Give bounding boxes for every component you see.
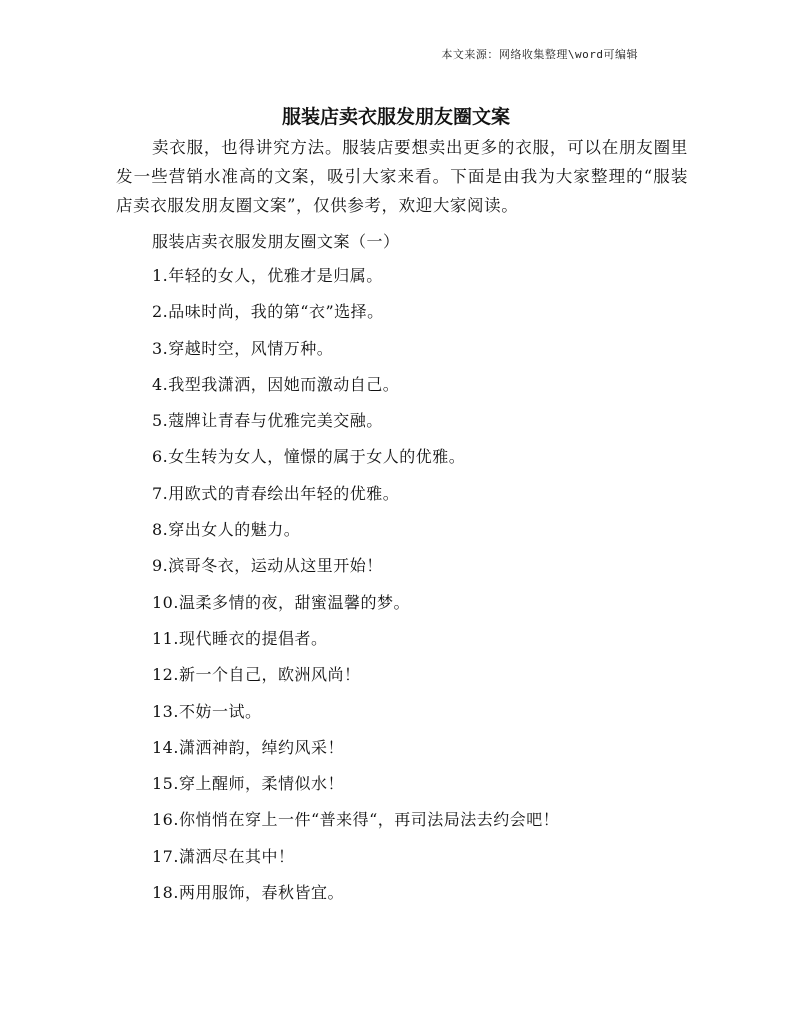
list-item: 6.女生转为女人，憧憬的属于女人的优雅。 [152,447,466,467]
list-item: 12.新一个自己，欧洲风尚！ [152,665,361,685]
document-title: 服装店卖衣服发朋友圈文案 [281,106,510,128]
list-item: 1.年轻的女人，优雅才是归属。 [152,266,383,285]
list-item: 11.现代睡衣的提倡者。 [152,628,328,648]
list-item: 16.你悄悄在穿上一件“普来得“，再司法局法去约会吧！ [152,810,560,830]
list-item: 8.穿出女人的魅力。 [152,520,301,540]
list-item: 18.两用服饰，春秋皆宜。 [152,883,344,903]
list-item: 5.蔻牌让青春与优雅完美交融。 [152,411,383,431]
list-item: 3.穿越时空，风情万种。 [152,338,334,358]
list-item: 10.温柔多情的夜，甜蜜温馨的梦。 [152,592,410,612]
list-item: 9.滨哥冬衣，运动从这里开始！ [152,556,383,576]
list-item: 15.穿上醒师，柔情似水！ [152,774,344,794]
list-item: 7.用欧式的青春绘出年轻的优雅。 [152,483,400,503]
list-item: 2.品味时尚，我的第“衣”选择。 [152,302,384,322]
source-note: 本文来源：网络收集整理\word可编辑 [441,48,638,61]
intro-paragraph: 卖衣服，也得讲究方法。服装店要想卖出更多的衣服，可以在朋友圈里发一些营销水准高的文案，吸引大家来看。下面是由我为大家整理的“服装店卖衣服发朋友圈文案”，仅供参考，欢迎大家阅读。 [116,138,688,215]
list-item: 13.不妨一试。 [152,701,262,721]
slogan-list [152,265,559,918]
section-heading: 服装店卖衣服发朋友圈文案（一） [152,232,400,251]
list-item: 4.我型我潇洒，因她而激动自己。 [152,374,400,394]
list-item: 17.潇洒尽在其中！ [152,846,295,866]
list-item: 14.潇洒神韵，绰约风采！ [152,737,344,757]
